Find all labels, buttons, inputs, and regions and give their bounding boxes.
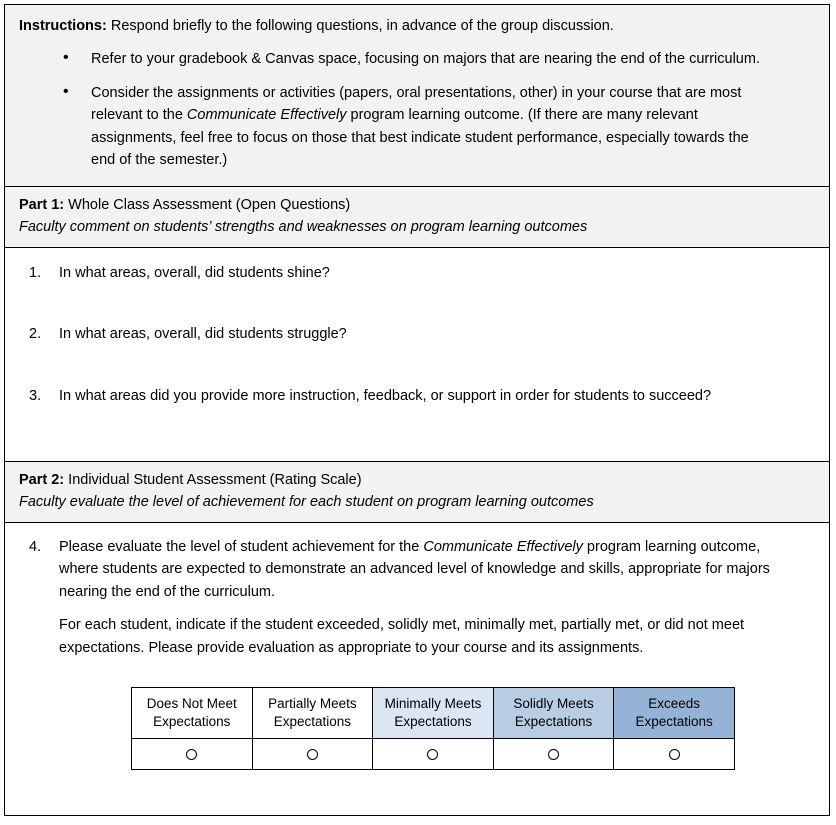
scale-header-1-line1: Does Not Meet [146, 696, 237, 711]
instructions-lead-text: Respond briefly to the following questions, in advance of the group discussion. [106, 18, 614, 34]
part2-title-text: Individual Student Assessment (Rating Scale) [64, 471, 362, 488]
radio-circle-icon[interactable] [548, 749, 559, 760]
question-2-text: In what areas, overall, did students struggle? [59, 326, 347, 342]
bullet-2-text-after: program learning outcome. (If there are many relevant assignments, feel free to focus on those that best indicate student performance, especially towards the end of the semester.) [91, 107, 749, 168]
instruction-bullet-2 [19, 82, 815, 172]
question-1 [19, 262, 815, 285]
bullet-1-text-before: Refer to your gradebook & Canvas space, focusing on majors that are nearing the end of the curriculum. [91, 51, 760, 67]
rating-scale-wrapper [19, 687, 815, 770]
part2-header [5, 462, 829, 523]
radio-circle-icon[interactable] [186, 749, 197, 760]
bullet-2-italic: Communicate Effectively [186, 107, 347, 123]
question-2 [19, 323, 815, 346]
bullet-2-text-before: Consider the assignments or activities (papers, oral presentations, other) in your course that are most relevant to the [91, 84, 742, 123]
radio-circle-icon[interactable] [427, 749, 438, 760]
scale-header-5-line1: Exceeds [648, 696, 701, 711]
instruction-bullet-1 [19, 48, 815, 71]
question-4-italic: Communicate Effectively [423, 538, 583, 555]
question-2-number: 2. [29, 326, 42, 342]
scale-option-minimally-meets[interactable] [373, 739, 494, 770]
question-4-number: 4. [29, 538, 42, 555]
question-4 [19, 536, 815, 660]
scale-header-3-line2: Expectations [394, 714, 472, 729]
scale-header-1-line2: Expectations [153, 714, 231, 729]
question-4-paragraph-2: For each student, indicate if the student exceeded, solidly met, minimally met, partially met, or did not meet expectations. Please provide evaluation as appropriate to your course and its assignments. [59, 617, 745, 656]
part2-label: Part 2: [19, 471, 65, 488]
scale-header-exceeds [614, 688, 735, 739]
part1-header [5, 187, 829, 248]
scale-header-4-line2: Expectations [514, 714, 593, 729]
part1-title-text: Whole Class Assessment (Open Questions) [64, 196, 351, 213]
scale-header-solidly-meets [493, 688, 614, 739]
radio-circle-icon[interactable] [669, 749, 680, 760]
scale-header-5-line2: Expectations [635, 714, 713, 729]
part1-question-list [19, 262, 815, 408]
question-1-number: 1. [29, 264, 42, 281]
scale-header-does-not-meet [132, 688, 253, 739]
scale-option-solidly-meets[interactable] [493, 739, 614, 770]
part2-title [19, 470, 815, 491]
instructions-section [5, 5, 829, 187]
scale-header-2-line1: Partially Meets [268, 696, 357, 711]
question-3 [19, 385, 815, 408]
scale-header-2-line2: Expectations [273, 714, 352, 729]
scale-header-4-line1: Solidly Meets [513, 696, 594, 711]
scale-option-does-not-meet[interactable] [132, 739, 253, 770]
part2-subtitle: Faculty evaluate the level of achievement for each student on program learning outcomes [19, 493, 594, 510]
part2-body [5, 523, 829, 771]
instructions-label: Instructions: [19, 18, 107, 34]
rating-scale-table [131, 687, 735, 770]
assessment-form [4, 4, 830, 816]
scale-header-minimally-meets [373, 688, 494, 739]
instructions-bullet-list [19, 48, 815, 172]
scale-header-3-line1: Minimally Meets [384, 696, 482, 711]
scale-option-exceeds[interactable] [614, 739, 735, 770]
radio-circle-icon[interactable] [307, 749, 318, 760]
rating-scale-option-row [132, 739, 735, 770]
question-4-paragraph-1 [59, 536, 815, 604]
question-1-text: In what areas, overall, did students shine? [59, 264, 330, 281]
part1-label: Part 1: [19, 196, 65, 213]
question-4-text-after: program learning outcome, where students are expected to demonstrate an advanced level of knowledge and skills, appropriate for majors nearing the end of the curriculum. [59, 538, 770, 600]
scale-header-partially-meets [252, 688, 373, 739]
instructions-lead [19, 16, 815, 37]
question-4-text-before: Please evaluate the level of student achievement for the [59, 538, 424, 555]
question-3-number: 3. [29, 387, 42, 404]
scale-option-partially-meets[interactable] [252, 739, 373, 770]
part1-subtitle: Faculty comment on students’ strengths and weaknesses on program learning outcomes [19, 218, 588, 235]
part1-title [19, 195, 815, 216]
rating-scale-header-row [132, 688, 735, 739]
question-3-text: In what areas did you provide more instruction, feedback, or support in order for students to succeed? [59, 387, 712, 404]
part1-body [5, 248, 829, 462]
